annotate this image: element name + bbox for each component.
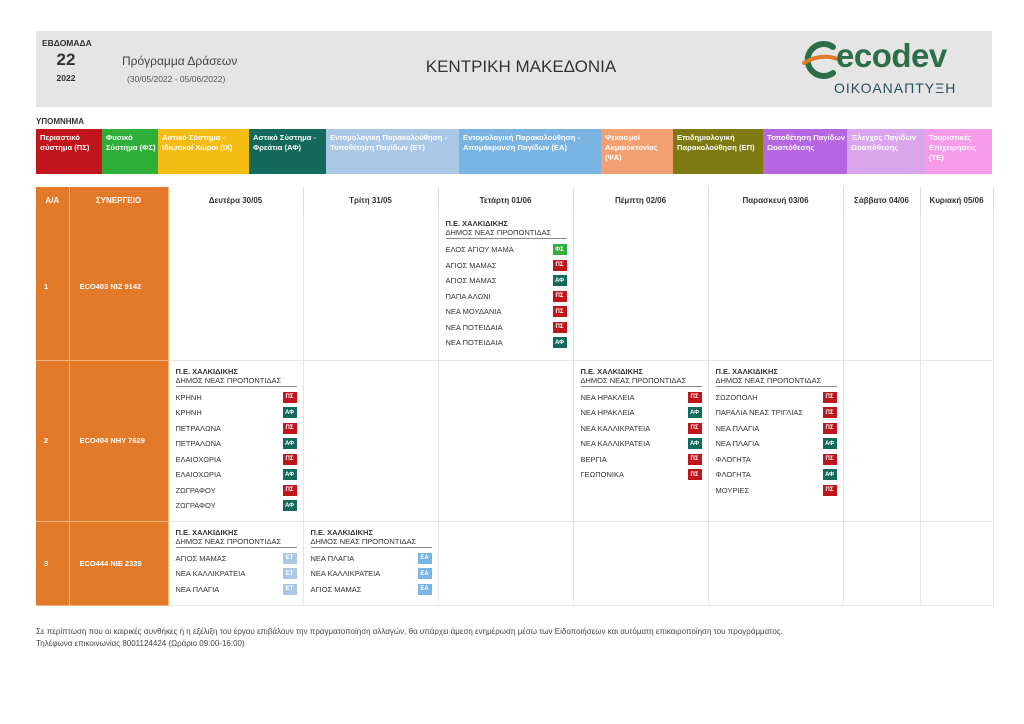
municipality: ΔΗΜΟΣ ΝΕΑΣ ΠΡΟΠΟΝΤΙΔΑΣ <box>716 376 837 387</box>
legend-item: Περιαστικό σύστημα (ΠΣ) <box>36 129 102 174</box>
region-title: ΚΕΝΤΡΙΚΗ ΜΑΚΕΔΟΝΙΑ <box>425 57 617 76</box>
location-name: ΓΕΩΠΟΝΙΚΑ <box>580 470 624 480</box>
activity-code-badge: ΠΣ <box>688 423 702 434</box>
day-cell <box>920 213 993 360</box>
location-name: ΝΕΑ ΠΟΤΕΙΔΑΙΑ <box>445 322 503 332</box>
activity-code-badge: ΑΦ <box>553 337 567 348</box>
location-name: ΜΟΥΡΙΕΣ <box>715 485 750 495</box>
location-name: ΑΓΙΟΣ ΜΑΜΑΣ <box>445 260 497 270</box>
municipality: ΔΗΜΟΣ ΝΕΑΣ ΠΡΟΠΟΝΤΙΔΑΣ <box>176 537 297 548</box>
activity-code-badge: ΕΑ <box>418 553 432 564</box>
assignment-block <box>176 528 297 598</box>
location-name: ΝΕΑ ΜΟΥΔΑΝΙΑ <box>445 307 502 317</box>
assignment-block <box>446 219 567 351</box>
activity-code-badge: ΠΣ <box>283 485 297 496</box>
location-name: ΝΕΑ ΚΑΛΛΙΚΡΑΤΕΙΑ <box>580 439 651 449</box>
day-cell <box>168 213 303 360</box>
location-entry <box>176 551 297 567</box>
location-entry <box>581 421 702 437</box>
col-header-day: Κυριακή 05/06 <box>920 187 993 213</box>
location-name: ΝΕΑ ΚΑΛΛΙΚΡΑΤΕΙΑ <box>580 423 651 433</box>
schedule-header-row <box>36 187 993 213</box>
day-cell <box>438 521 573 605</box>
assignment-block <box>581 367 702 483</box>
location-name: ΕΛΟΣ ΑΓΙΟΥ ΜΑΜΑ <box>445 245 514 255</box>
day-cell <box>920 521 993 605</box>
municipality: ΔΗΜΟΣ ΝΕΑΣ ΠΡΟΠΟΝΤΙΔΑΣ <box>581 376 702 387</box>
week-year: 2022 <box>56 73 76 83</box>
day-cell <box>438 360 573 521</box>
col-header-day: Δευτέρα 30/05 <box>168 187 303 213</box>
footer-contact: Τηλέφωνα επικοινωνίας 8001124424 (Ωράριο 09:00-16:00) <box>36 639 245 648</box>
assignment-block <box>176 367 297 514</box>
location-entry <box>446 335 567 351</box>
location-name: ΕΛΑΙΟΧΩΡΙΑ <box>175 454 222 464</box>
activity-code-badge: ΠΣ <box>823 392 837 403</box>
activity-code-badge: ΑΦ <box>283 500 297 511</box>
location-entry <box>176 483 297 499</box>
activity-code-badge: ΠΣ <box>283 423 297 434</box>
day-cell <box>168 360 303 521</box>
activity-code-badge: ΕΑ <box>418 568 432 579</box>
location-name: ΝΕΑ ΗΡΑΚΛΕΙΑ <box>580 392 635 402</box>
footer-note <box>36 626 783 650</box>
location-entry <box>581 436 702 452</box>
location-name: ΠΕΤΡΑΛΩΝΑ <box>175 423 221 433</box>
day-cell <box>573 213 708 360</box>
location-name: ΒΕΡΓΙΑ <box>580 454 607 464</box>
ecodev-logo <box>800 37 980 101</box>
activity-code-badge: ΠΣ <box>553 291 567 302</box>
assignment-block <box>311 528 432 598</box>
day-cell <box>843 213 920 360</box>
activity-code-badge: ΕΑ <box>418 584 432 595</box>
location-entry <box>581 452 702 468</box>
schedule-row <box>36 360 993 521</box>
location-entry <box>446 304 567 320</box>
footer-disclaimer: Σε περίπτωση που οι καιρικές συνθήκες ή η εξέλιξη του έργου επιβάλουν την πραγματοποίηση αλλαγών, θα υπάρχει άμεση ενημέρωση μέσω των Ειδοποιήσεων και αυτόματη επικαιροποίηση του προγράμματος. <box>36 627 783 636</box>
activity-code-badge: ΠΣ <box>688 392 702 403</box>
location-entry <box>446 320 567 336</box>
location-entry <box>716 390 837 406</box>
location-name: ΝΕΑ ΠΛΑΓΙΑ <box>715 423 760 433</box>
col-header-day: Παρασκευή 03/06 <box>708 187 843 213</box>
day-cell <box>708 360 843 521</box>
activity-code-badge: ΠΣ <box>553 322 567 333</box>
location-entry <box>716 405 837 421</box>
schedule-table <box>36 187 994 606</box>
logo-wordmark: ecodev <box>836 37 947 74</box>
team-name: ECO404 ΝΗΥ 7629 <box>69 360 168 521</box>
schedule-row <box>36 213 993 360</box>
assignment-block <box>716 367 837 499</box>
legend-item: Έλεγχος Παγίδων Ωοαπόθεσης <box>847 129 925 174</box>
col-header-day: Τρίτη 31/05 <box>303 187 438 213</box>
col-header-day: Σάββατο 04/06 <box>843 187 920 213</box>
location-entry <box>311 566 432 582</box>
activity-code-badge: ΦΣ <box>553 244 567 255</box>
row-number: 3 <box>36 521 69 605</box>
day-cell <box>303 213 438 360</box>
col-header-day: Τετάρτη 01/06 <box>438 187 573 213</box>
location-name: ΝΕΑ ΗΡΑΚΛΕΙΑ <box>580 408 635 418</box>
day-cell <box>303 521 438 605</box>
activity-code-badge: ΑΦ <box>823 438 837 449</box>
legend-item: Αστικό Σύστημα - Ιδιωτικοί Χώροι (ΙΧ) <box>158 129 249 174</box>
regional-unit: Π.Ε. ΧΑΛΚΙΔΙΚΗΣ <box>175 366 238 376</box>
activity-code-badge: ΠΣ <box>823 407 837 418</box>
legend-title: ΥΠΟΜΝΗΜΑ <box>36 117 84 126</box>
location-entry <box>176 467 297 483</box>
location-entry <box>716 452 837 468</box>
location-name: ΝΕΑ ΠΛΑΓΙΑ <box>715 439 760 449</box>
day-cell <box>708 213 843 360</box>
location-name: ΚΡΗΝΗ <box>175 408 202 418</box>
week-label: ΕΒΔΟΜΑΔΑ <box>42 38 92 48</box>
activity-code-badge: ΕΤ <box>283 553 297 564</box>
location-entry <box>311 551 432 567</box>
location-entry <box>446 289 567 305</box>
location-entry <box>716 483 837 499</box>
day-cell <box>573 360 708 521</box>
row-number: 1 <box>36 213 69 360</box>
location-name: ΦΛΟΓΗΤΑ <box>715 454 751 464</box>
location-name: ΝΕΑ ΠΛΑΓΙΑ <box>175 584 220 594</box>
activity-code-badge: ΠΣ <box>283 392 297 403</box>
regional-unit: Π.Ε. ΧΑΛΚΙΔΙΚΗΣ <box>175 527 238 537</box>
location-entry <box>581 467 702 483</box>
location-name: ΑΓΙΟΣ ΜΑΜΑΣ <box>175 553 227 563</box>
activity-code-badge: ΑΦ <box>283 407 297 418</box>
municipality: ΔΗΜΟΣ ΝΕΑΣ ΠΡΟΠΟΝΤΙΔΑΣ <box>176 376 297 387</box>
activity-code-badge: ΕΤ <box>283 568 297 579</box>
legend-item: Αστικό Σύστημα - Φρεάτια (ΑΦ) <box>249 129 326 174</box>
location-name: ΝΕΑ ΠΟΤΕΙΔΑΙΑ <box>445 338 503 348</box>
logo-subtitle: ΟΙΚΟΑΝΑΠΤΥΞΗ <box>834 80 957 96</box>
activity-code-badge: ΠΣ <box>688 469 702 480</box>
location-entry <box>446 273 567 289</box>
schedule-row <box>36 521 993 605</box>
municipality: ΔΗΜΟΣ ΝΕΑΣ ΠΡΟΠΟΝΤΙΔΑΣ <box>446 228 567 239</box>
team-name: ECO403 ΝΙΖ 9142 <box>69 213 168 360</box>
regional-unit: Π.Ε. ΧΑΛΚΙΔΙΚΗΣ <box>580 366 643 376</box>
activity-code-badge: ΕΤ <box>283 584 297 595</box>
program-date-range: (30/05/2022 - 05/06/2022) <box>127 74 226 84</box>
activity-code-badge: ΠΣ <box>283 454 297 465</box>
regional-unit: Π.Ε. ΧΑΛΚΙΔΙΚΗΣ <box>445 219 508 228</box>
location-name: ΖΩΓΡΑΦΟΥ <box>175 501 216 511</box>
activity-code-badge: ΑΦ <box>283 438 297 449</box>
location-entry <box>176 421 297 437</box>
day-cell <box>920 360 993 521</box>
activity-code-badge: ΑΦ <box>688 438 702 449</box>
legend-item: Τοποθέτηση Παγίδων Ωοαπόθεσης <box>763 129 847 174</box>
activity-code-badge: ΑΦ <box>688 407 702 418</box>
week-number: 22 <box>56 50 76 69</box>
day-cell <box>303 360 438 521</box>
activity-code-badge: ΠΣ <box>553 306 567 317</box>
location-entry <box>176 452 297 468</box>
location-name: ΦΛΟΓΗΤΑ <box>715 470 751 480</box>
location-name: ΠΑΡΑΛΙΑ ΝΕΑΣ ΤΡΙΓΛΙΑΣ <box>715 408 803 418</box>
location-name: ΠΕΤΡΑΛΩΝΑ <box>175 439 221 449</box>
activity-code-badge: ΠΣ <box>823 454 837 465</box>
location-entry <box>176 582 297 598</box>
location-entry <box>716 436 837 452</box>
location-entry <box>311 582 432 598</box>
location-name: ΠΑΠΑ ΑΛΩΝΙ <box>445 291 491 301</box>
day-cell <box>843 521 920 605</box>
location-entry <box>716 421 837 437</box>
day-cell <box>708 521 843 605</box>
legend-item: Τουριστικές Επιχειρήσεις (ΤΕ) <box>925 129 992 174</box>
location-entry <box>176 566 297 582</box>
legend-item: Εντομολογική Παρακολούθηση - Απομάκρυνση Παγίδων (ΕΑ) <box>459 129 601 174</box>
location-name: ΕΛΑΙΟΧΩΡΙΑ <box>175 470 222 480</box>
location-name: ΣΩΖΟΠΟΛΗ <box>715 392 758 402</box>
location-name: ΑΓΙΟΣ ΜΑΜΑΣ <box>310 584 362 594</box>
activity-code-badge: ΑΦ <box>823 469 837 480</box>
day-cell <box>168 521 303 605</box>
location-name: ΝΕΑ ΚΑΛΛΙΚΡΑΤΕΙΑ <box>310 569 381 579</box>
col-header-aa: Α/Α <box>36 187 69 213</box>
location-entry <box>446 258 567 274</box>
activity-code-badge: ΠΣ <box>688 454 702 465</box>
day-cell <box>438 213 573 360</box>
location-entry <box>176 390 297 406</box>
activity-code-badge: ΑΦ <box>283 469 297 480</box>
municipality: ΔΗΜΟΣ ΝΕΑΣ ΠΡΟΠΟΝΤΙΔΑΣ <box>311 537 432 548</box>
location-name: ΖΩΓΡΑΦΟΥ <box>175 485 216 495</box>
activity-code-badge: ΠΣ <box>823 485 837 496</box>
legend-item: Εντομολογική Παρακολούθηση - Τοποθέτηση Παγίδων (ΕΤ) <box>326 129 459 174</box>
col-header-team: ΣΥΝΕΡΓΕΙΟ <box>69 187 168 213</box>
location-entry <box>176 405 297 421</box>
activity-code-badge: ΑΦ <box>553 275 567 286</box>
header-banner <box>36 31 992 107</box>
location-entry <box>581 390 702 406</box>
activity-code-badge: ΠΣ <box>823 423 837 434</box>
program-title: Πρόγραμμα Δράσεων <box>122 54 238 68</box>
location-entry <box>176 436 297 452</box>
activity-code-badge: ΠΣ <box>553 260 567 271</box>
legend-item: Επιδημιολογική Παρακολούθηση (ΕΠ) <box>673 129 763 174</box>
location-name: ΝΕΑ ΠΛΑΓΙΑ <box>310 553 355 563</box>
location-entry <box>581 405 702 421</box>
regional-unit: Π.Ε. ΧΑΛΚΙΔΙΚΗΣ <box>310 527 373 537</box>
location-name: ΚΡΗΝΗ <box>175 392 202 402</box>
day-cell <box>573 521 708 605</box>
location-name: ΑΓΙΟΣ ΜΑΜΑΣ <box>445 276 497 286</box>
legend-item: Ψεκασμοί Ακμαιοκτονίας (ΨΑ) <box>601 129 673 174</box>
location-entry <box>446 242 567 258</box>
row-number: 2 <box>36 360 69 521</box>
location-entry <box>176 498 297 514</box>
location-entry <box>716 467 837 483</box>
day-cell <box>843 360 920 521</box>
legend <box>36 129 992 174</box>
legend-item: Φυσικό Σύστημα (ΦΣ) <box>102 129 158 174</box>
col-header-day: Πέμπτη 02/06 <box>573 187 708 213</box>
location-name: ΝΕΑ ΚΑΛΛΙΚΡΑΤΕΙΑ <box>175 569 246 579</box>
regional-unit: Π.Ε. ΧΑΛΚΙΔΙΚΗΣ <box>715 366 778 376</box>
team-name: ECO444 ΝΙΕ 2339 <box>69 521 168 605</box>
